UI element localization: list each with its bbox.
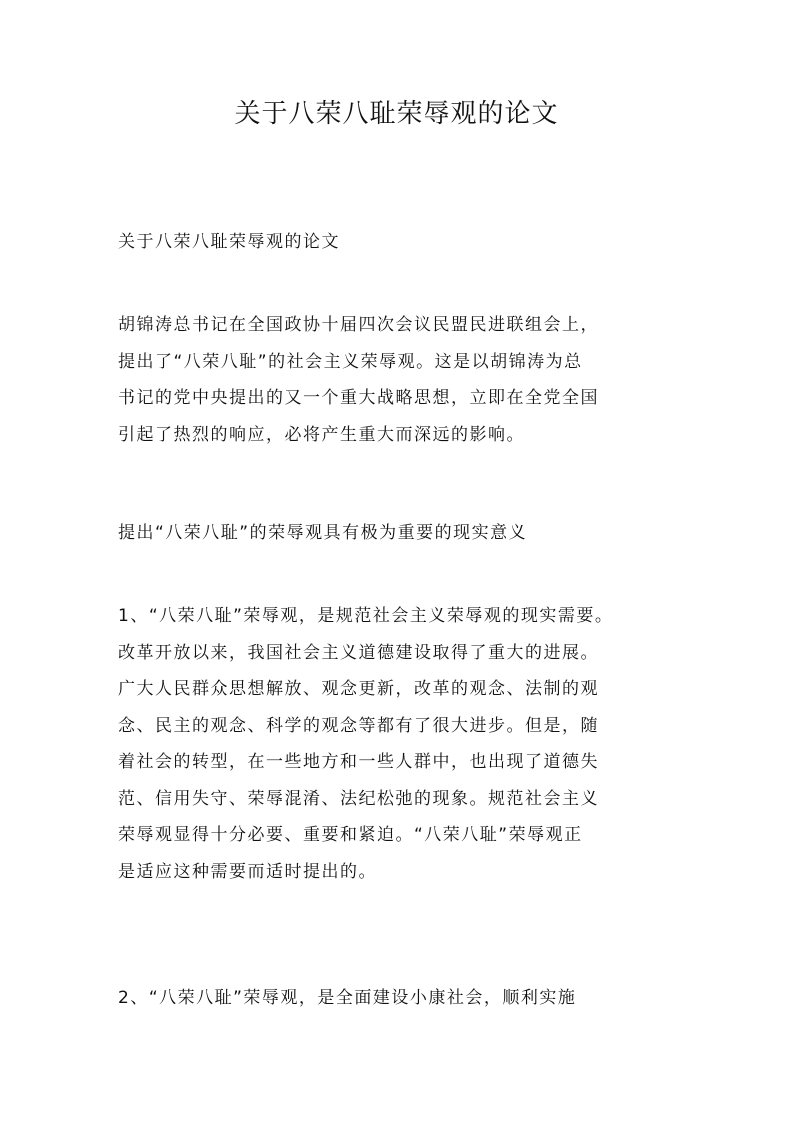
paragraph-line: 书记的党中央提出的又一个重大战略思想，立即在全党全国: [118, 388, 599, 408]
paragraph-line: 着社会的转型，在一些地方和一些人群中，也出现了道德失: [118, 752, 599, 772]
subtitle-line: 关于八荣八耻荣辱观的论文: [118, 232, 340, 252]
paragraph-line: 改革开放以来，我国社会主义道德建设取得了重大的进展。: [118, 642, 599, 663]
paragraph-point-1: [118, 598, 688, 890]
document-subtitle: [118, 224, 688, 261]
paragraph-line: 提出了“八荣八耻”的社会主义荣辱观。这是以胡锦涛为总: [118, 351, 583, 372]
paragraph-line: 引起了热烈的响应，必将产生重大而深远的影响。: [118, 424, 525, 445]
paragraph-line: 胡锦涛总书记在全国政协十届四次会议民盟民进联组会上，: [118, 315, 599, 335]
paragraph-intro: [118, 307, 688, 453]
paragraph-line: 念、民主的观念、科学的观念等都有了很大进步。但是，随: [118, 715, 599, 736]
paragraph-line: 1、“八荣八耻”荣辱观，是规范社会主义荣辱观的现实需要。: [118, 606, 614, 626]
paragraph-line: 广大人民群众思想解放、观念更新，改革的观念、法制的观: [118, 679, 599, 699]
section-heading: [118, 515, 688, 552]
paragraph-line: 荣辱观显得十分必要、重要和紧迫。“八荣八耻”荣辱观正: [118, 825, 583, 845]
heading-line: 提出“八荣八耻”的荣辱观具有极为重要的现实意义: [118, 523, 528, 543]
document-title: 关于八荣八耻荣辱观的论文: [234, 99, 559, 129]
paragraph-line: 是适应这种需要而适时提出的。: [118, 861, 377, 882]
paragraph-point-2: [118, 980, 688, 1017]
paragraph-line: 2、“八荣八耻”荣辱观，是全面建设小康社会，顺利实施: [118, 988, 577, 1008]
paragraph-line: 范、信用失守、荣辱混淆、法纪松弛的现象。规范社会主义: [118, 788, 599, 809]
